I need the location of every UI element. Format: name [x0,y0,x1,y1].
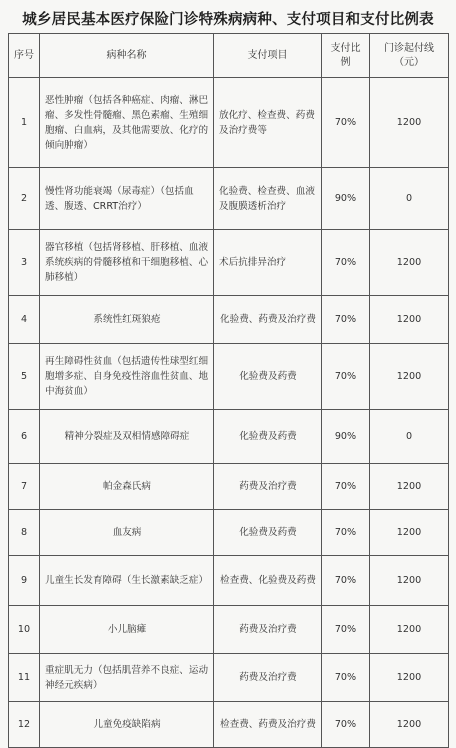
row-ratio: 70% [322,510,370,556]
row-items: 检查费、药费及治疗费 [214,702,322,748]
row-disease: 慢性肾功能衰竭（尿毒症）（包括血透、腹透、CRRT治疗） [40,168,214,230]
table-row [9,606,449,654]
row-disease: 小儿脑瘫 [40,606,214,654]
payment-table [8,33,449,748]
table-row [9,702,449,748]
row-disease: 血友病 [40,510,214,556]
row-index: 12 [9,702,40,748]
row-index: 6 [9,410,40,464]
row-ratio: 70% [322,702,370,748]
row-threshold: 1200 [370,296,449,344]
row-ratio: 70% [322,606,370,654]
header-items: 支付项目 [214,34,322,78]
row-disease: 系统性红斑狼疮 [40,296,214,344]
row-items: 药费及治疗费 [214,464,322,510]
row-index: 3 [9,230,40,296]
row-disease: 再生障碍性贫血（包括遗传性球型红细胞增多症、自身免疫性溶血性贫血、地中海贫血） [40,344,214,410]
row-threshold: 1200 [370,230,449,296]
row-threshold: 0 [370,410,449,464]
row-ratio: 90% [322,168,370,230]
header-disease: 病种名称 [40,34,214,78]
header-ratio: 支付比例 [322,34,370,78]
row-disease: 恶性肿瘤（包括各种癌症、肉瘤、淋巴瘤、多发性骨髓瘤、黑色素瘤、生殖细胞瘤、白血病，及其他需要放、化疗的倾向肿瘤） [40,78,214,168]
row-items: 检查费、化验费及药费 [214,556,322,606]
row-ratio: 70% [322,230,370,296]
row-items: 药费及治疗费 [214,606,322,654]
row-items: 化验费及药费 [214,510,322,556]
table-row [9,464,449,510]
row-index: 9 [9,556,40,606]
document-title: 城乡居民基本医疗保险门诊特殊病病种、支付项目和支付比例表 [22,12,434,28]
table-header-row [9,34,449,78]
row-items: 化验费及药费 [214,410,322,464]
row-ratio: 70% [322,344,370,410]
row-ratio: 70% [322,556,370,606]
row-index: 4 [9,296,40,344]
header-index: 序号 [9,34,40,78]
row-threshold: 0 [370,168,449,230]
row-threshold: 1200 [370,344,449,410]
row-ratio: 70% [322,464,370,510]
row-items: 化验费、检查费、血液及腹膜透析治疗 [214,168,322,230]
row-threshold: 1200 [370,654,449,702]
row-ratio: 90% [322,410,370,464]
row-threshold: 1200 [370,606,449,654]
row-disease: 儿童生长发育障碍（生长激素缺乏症） [40,556,214,606]
table-row [9,654,449,702]
row-index: 2 [9,168,40,230]
table-row [9,78,449,168]
row-disease: 器官移植（包括肾移植、肝移植、血液系统疾病的骨髓移植和干细胞移植、心肺移植） [40,230,214,296]
row-ratio: 70% [322,296,370,344]
table-row [9,230,449,296]
row-items: 放化疗、检查费、药费及治疗费等 [214,78,322,168]
row-disease: 帕金森氏病 [40,464,214,510]
row-index: 11 [9,654,40,702]
row-ratio: 70% [322,78,370,168]
row-threshold: 1200 [370,510,449,556]
row-index: 1 [9,78,40,168]
row-threshold: 1200 [370,464,449,510]
row-items: 化验费、药费及治疗费 [214,296,322,344]
row-index: 8 [9,510,40,556]
row-items: 化验费及药费 [214,344,322,410]
row-threshold: 1200 [370,702,449,748]
row-index: 7 [9,464,40,510]
row-items: 药费及治疗费 [214,654,322,702]
row-items: 术后抗排异治疗 [214,230,322,296]
table-row [9,296,449,344]
row-index: 10 [9,606,40,654]
row-ratio: 70% [322,654,370,702]
row-threshold: 1200 [370,556,449,606]
row-threshold: 1200 [370,78,449,168]
row-disease: 重症肌无力（包括肌营养不良症、运动神经元疾病） [40,654,214,702]
header-threshold: 门诊起付线（元） [370,34,449,78]
table-row [9,410,449,464]
table-row [9,510,449,556]
row-disease: 精神分裂症及双相情感障碍症 [40,410,214,464]
table-row [9,168,449,230]
row-index: 5 [9,344,40,410]
table-row [9,556,449,606]
row-disease: 儿童免疫缺陷病 [40,702,214,748]
table-row [9,344,449,410]
